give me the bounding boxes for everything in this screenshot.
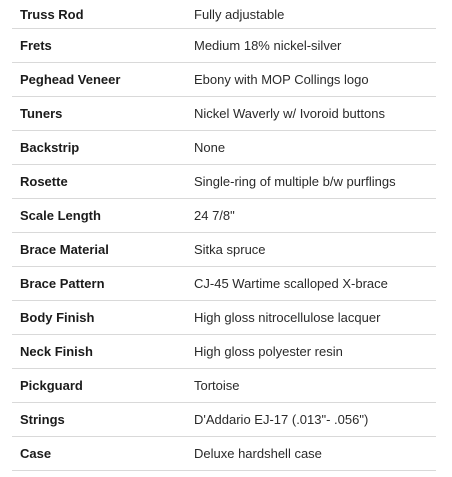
spec-value: CJ-45 Wartime scalloped X-brace	[194, 276, 388, 291]
spec-label: Truss Rod	[20, 6, 84, 22]
spec-row-frets	[12, 29, 436, 63]
spec-label: Brace Pattern	[20, 276, 105, 291]
spec-label: Strings	[20, 412, 65, 427]
spec-value: Ebony with MOP Collings logo	[194, 72, 369, 87]
spec-value: D'Addario EJ-17 (.013"- .056")	[194, 412, 369, 427]
spec-label: Tuners	[20, 106, 63, 121]
spec-label: Neck Finish	[20, 344, 93, 359]
spec-row-tuners	[12, 97, 436, 131]
spec-value: Nickel Waverly w/ Ivoroid buttons	[194, 106, 385, 121]
spec-value: Tortoise	[194, 378, 240, 393]
spec-value: High gloss polyester resin	[194, 344, 343, 359]
spec-value: None	[194, 140, 226, 155]
spec-row-truss-rod	[12, 0, 436, 29]
spec-value: 24 7/8"	[194, 208, 235, 223]
spec-label: Backstrip	[20, 140, 80, 155]
spec-row-peghead-veneer	[12, 63, 436, 97]
spec-row-body-finish	[12, 301, 436, 335]
spec-row-neck-finish	[12, 335, 436, 369]
spec-value: High gloss nitrocellulose lacquer	[194, 310, 381, 325]
spec-row-scale-length	[12, 199, 436, 233]
spec-label: Rosette	[20, 174, 68, 189]
spec-row-brace-pattern	[12, 267, 436, 301]
spec-row-rosette	[12, 165, 436, 199]
spec-value: Sitka spruce	[194, 242, 266, 257]
spec-value: Fully adjustable	[194, 6, 285, 22]
spec-row-brace-material	[12, 233, 436, 267]
spec-value: Single-ring of multiple b/w purflings	[194, 174, 396, 189]
spec-label: Case	[20, 446, 52, 461]
spec-row-case	[12, 437, 436, 471]
spec-label: Brace Material	[20, 242, 109, 257]
spec-value: Medium 18% nickel-silver	[194, 38, 342, 53]
spec-row-strings	[12, 403, 436, 437]
spec-table	[12, 0, 436, 471]
spec-row-pickguard	[12, 369, 436, 403]
spec-value: Deluxe hardshell case	[194, 446, 322, 461]
spec-label: Frets	[20, 38, 52, 53]
spec-row-backstrip	[12, 131, 436, 165]
spec-label: Scale Length	[20, 208, 101, 223]
spec-label: Pickguard	[20, 378, 83, 393]
spec-label: Body Finish	[20, 310, 95, 325]
spec-label: Peghead Veneer	[20, 72, 121, 87]
